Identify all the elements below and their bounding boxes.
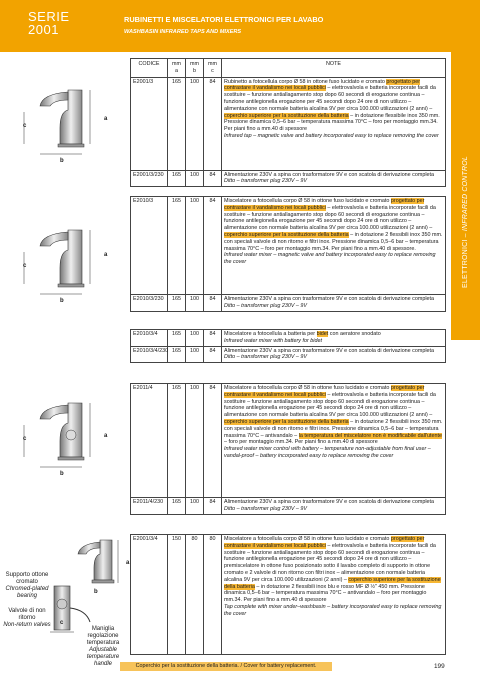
table-row xyxy=(131,330,446,347)
dim-c: 84 xyxy=(204,330,222,347)
product-table-4 xyxy=(130,383,446,515)
dim-label-c: c xyxy=(23,436,27,442)
product-note: Miscelatore a fotocellula corpo Ø 58 in ottone fuso lucidato e cromato progettato per contrastare il vandalismo nei locali pubblici – elettrovalvola e batteria incorporate facili da sostituire – funzione antiallagamento stop dopo 60 secondi di erogazione continua – funzione antilegionella erogazione per 45 secondi dopo 24 ore di non utilizzo – alimentazione con normale batteria alcalina 9V per circa 100.000 utilizzazioni (2 anni) – coperchio superiore per la sostituzione della batteria – in dotazione 2 flessibili inox 350 mm. con speciali valvole di non ritorno e filtri inox. Pressione dinamica 0,5–6 bar – temperatura massima 70°C – foro per montaggio mm.34. Per piani fino a mm.40 di spessore. Infrared water mixer – magnetic valve and battery incorporated easy to replace removing the cover xyxy=(222,197,446,295)
dim-a: 165 xyxy=(168,77,186,170)
dim-label-b: b xyxy=(60,158,64,164)
dim-label-c: c xyxy=(23,123,27,129)
table-header-row xyxy=(131,59,446,78)
product-code: E2010/3/4/230 xyxy=(131,346,168,363)
tap-drawing-3 xyxy=(20,395,120,485)
product-code: E2001/3/230 xyxy=(131,170,168,187)
product-table-5 xyxy=(130,534,446,655)
product-note: Alimentazione 230V a spina con trasformatore 9V e con scatola di derivazione completa Ditto – transformer plug 230V – 9V xyxy=(222,295,446,312)
product-code: E2010/3/230 xyxy=(131,295,168,312)
dim-label-b: b xyxy=(60,471,64,477)
product-code: E2011/4/230 xyxy=(131,498,168,515)
series-title: SERIE 2001 xyxy=(28,9,70,37)
dim-b: 80 xyxy=(186,535,204,655)
dim-a: 150 xyxy=(168,535,186,655)
dim-b: 100 xyxy=(186,77,204,170)
product-table-2 xyxy=(130,196,446,312)
tap-illustration xyxy=(20,82,120,172)
dim-label-c: c xyxy=(60,620,64,626)
dim-label-a: a xyxy=(104,433,108,439)
dim-b: 100 xyxy=(186,498,204,515)
product-note: Miscelatore a fotocellula corpo Ø 58 in ottone fuso lucidato e cromato progettato per contrastare il vandalismo nei locali pubblici – elettrovalvola e batteria incorporate facili da sostituire – funzione antiallagamento stop dopo 60 secondi di erogazione continua – funzione antilegionella erogazione per 45 secondi dopo 24 ore di non utilizzo – premiscelatore in ottone fuso posizionato sotto il lavabo completo di supporto in ottone cromato e 2 valvole di non ritorno con filtri inox – alimentazione con normale batteria alcalina 9V per circa 100.000 utilizzazioni (2 anni) – coperchio superiore per la sostituzione della batteria – in dotazione 2 flessibili inox blu e rosso MF Ø ½" 450 mm. Pressione dinamica 0,5–6 bar – temperatura massima 70°C – antivandalo – foro per montaggio mm.34. Per piani fino a mm.40 di spessore Tap complete with mixer under–washbasin – battery incorporated easy to replace removing the cover xyxy=(222,535,446,655)
dim-a: 165 xyxy=(168,295,186,312)
tap-drawing-2 xyxy=(20,222,120,312)
dim-label-a: a xyxy=(104,116,108,122)
dim-a: 165 xyxy=(168,170,186,187)
product-code: E2010/3 xyxy=(131,197,168,295)
mixer-illustration xyxy=(20,222,120,312)
dim-b: 100 xyxy=(186,170,204,187)
dim-c: 84 xyxy=(204,384,222,498)
col-c: mm c xyxy=(204,59,222,78)
page-subtitle: WASHBASIN INFRARED TAPS AND MIXERS xyxy=(124,29,242,35)
product-code: E2001/3/4 xyxy=(131,535,168,655)
product-note: Alimentazione 230V a spina con trasformatore 9V e con scatola di derivazione completa Ditto – transformer plug 230V – 9V xyxy=(222,498,446,515)
product-note: Miscelatore a fotocellula a batteria per bidet con aeratore snodato Infrared water mixer with battery for bidet xyxy=(222,330,446,347)
table-row xyxy=(131,197,446,295)
dim-b: 100 xyxy=(186,330,204,347)
product-note: Alimentazione 230V a spina con trasformatore 9V e con scatola di derivazione completa Ditto – transformer plug 230V – 9V xyxy=(222,170,446,187)
dim-a: 165 xyxy=(168,197,186,295)
dim-label-a: a xyxy=(126,560,130,566)
dim-c: 84 xyxy=(204,295,222,312)
col-b: mm b xyxy=(186,59,204,78)
col-codice: CODICE xyxy=(131,59,168,78)
handle-label: Maniglia regolazione temperatura Adjustable temperature handle xyxy=(86,626,120,667)
dim-c: 84 xyxy=(204,77,222,170)
dim-b: 100 xyxy=(186,384,204,498)
valves-label: Valvole di non ritorno Non-return valves xyxy=(3,608,51,628)
product-note: Alimentazione 230V a spina con trasformatore 9V e con scatola di derivazione completa Ditto – transformer plug 230V – 9V xyxy=(222,346,446,363)
tap-drawing-1 xyxy=(20,82,120,172)
support-label: Supporto ottone cromato Chromed-plated bearing xyxy=(5,572,49,599)
page-number: 199 xyxy=(434,663,445,670)
footer-note: Coperchio per la sostituzione della batteria. / Cover for battery replacement. xyxy=(120,662,332,671)
table-row xyxy=(131,346,446,363)
product-code: E2010/3/4 xyxy=(131,330,168,347)
col-note: NOTE xyxy=(222,59,446,78)
table-row xyxy=(131,77,446,170)
dim-c: 80 xyxy=(204,535,222,655)
dim-a: 165 xyxy=(168,498,186,515)
product-table-1 xyxy=(130,58,446,187)
dim-a: 165 xyxy=(168,384,186,498)
dim-c: 84 xyxy=(204,498,222,515)
dim-c: 84 xyxy=(204,346,222,363)
product-table-3 xyxy=(130,329,446,363)
table-row xyxy=(131,295,446,312)
dim-label-c: c xyxy=(23,263,27,269)
dim-a: 165 xyxy=(168,330,186,347)
dim-a: 165 xyxy=(168,346,186,363)
table-row xyxy=(131,170,446,187)
dim-label-a: a xyxy=(104,252,108,258)
product-code: E2011/4 xyxy=(131,384,168,498)
dim-c: 84 xyxy=(204,170,222,187)
product-code: E2001/3 xyxy=(131,77,168,170)
table-row xyxy=(131,498,446,515)
dim-b: 100 xyxy=(186,295,204,312)
side-label: ELETTRONICI – INFRARED CONTROL xyxy=(462,155,469,288)
col-a: mm a xyxy=(168,59,186,78)
table-row xyxy=(131,384,446,498)
page-title: RUBINETTI E MISCELATORI ELETTRONICI PER LAVABO xyxy=(124,15,324,24)
header-bar xyxy=(0,0,480,52)
dim-label-b: b xyxy=(60,298,64,304)
dim-b: 100 xyxy=(186,197,204,295)
product-note: Rubinetto a fotocellula corpo Ø 58 in ottone fuso lucidato e cromato progettato per contrastare il vandalismo nei locali pubblici – elettrovalvola e batteria incorporate facili da sostituire – funzione antiallagamento stop dopo 60 secondi di erogazione continua – funzione antilegionella erogazione per 45 secondi dopo 24 ore di non utilizzo – alimentazione con normale batteria alcalina 9V per circa 100.000 utilizzazioni (2 anni) – coperchio superiore per la sostituzione della batteria – in dotazione flessibile inox 350 mm. Pressione dinamica 0,5–6 bar – temperatura massima 70°C – foro per montaggio mm.34. Per piani fino a mm.40 di spessore Infrared tap – magnetic valve and battery incorporated easy to replace removing the cover xyxy=(222,77,446,170)
dim-label-b: b xyxy=(94,589,98,595)
product-note: Miscelatore a fotocellula corpo Ø 58 in ottone fuso lucidato e cromato progettato per contrastare il vandalismo nei locali pubblici – elettrovalvola e batteria incorporate facili da sostituire – funzione antiallagamento stop dopo 60 secondi di erogazione continua – funzione antilegionella erogazione per 45 secondi dopo 24 ore di non utilizzo – alimentazione con normale batteria alcalina 9V per circa 100.000 utilizzazioni (2 anni) – coperchio superiore per la sostituzione della batteria – in dotazione 2 flessibili inox 350 mm. con speciali valvole di non ritorno e filtri inox. Pressione dinamica 0,5–6 bar – temperatura massima 70°C – antivandalo – la temperatura del miscelatore non è modificabile dall'utente – foro per montaggio mm.34. Per piani fino a mm.40 di spessore Infrared water mixer control with battery – temperature non-adjustable from final user – vandal-proof – battery incorporated easy to replace removing the cover xyxy=(222,384,446,498)
mixer-illustration xyxy=(20,395,120,485)
dim-c: 84 xyxy=(204,197,222,295)
dim-b: 100 xyxy=(186,346,204,363)
table-row xyxy=(131,535,446,655)
